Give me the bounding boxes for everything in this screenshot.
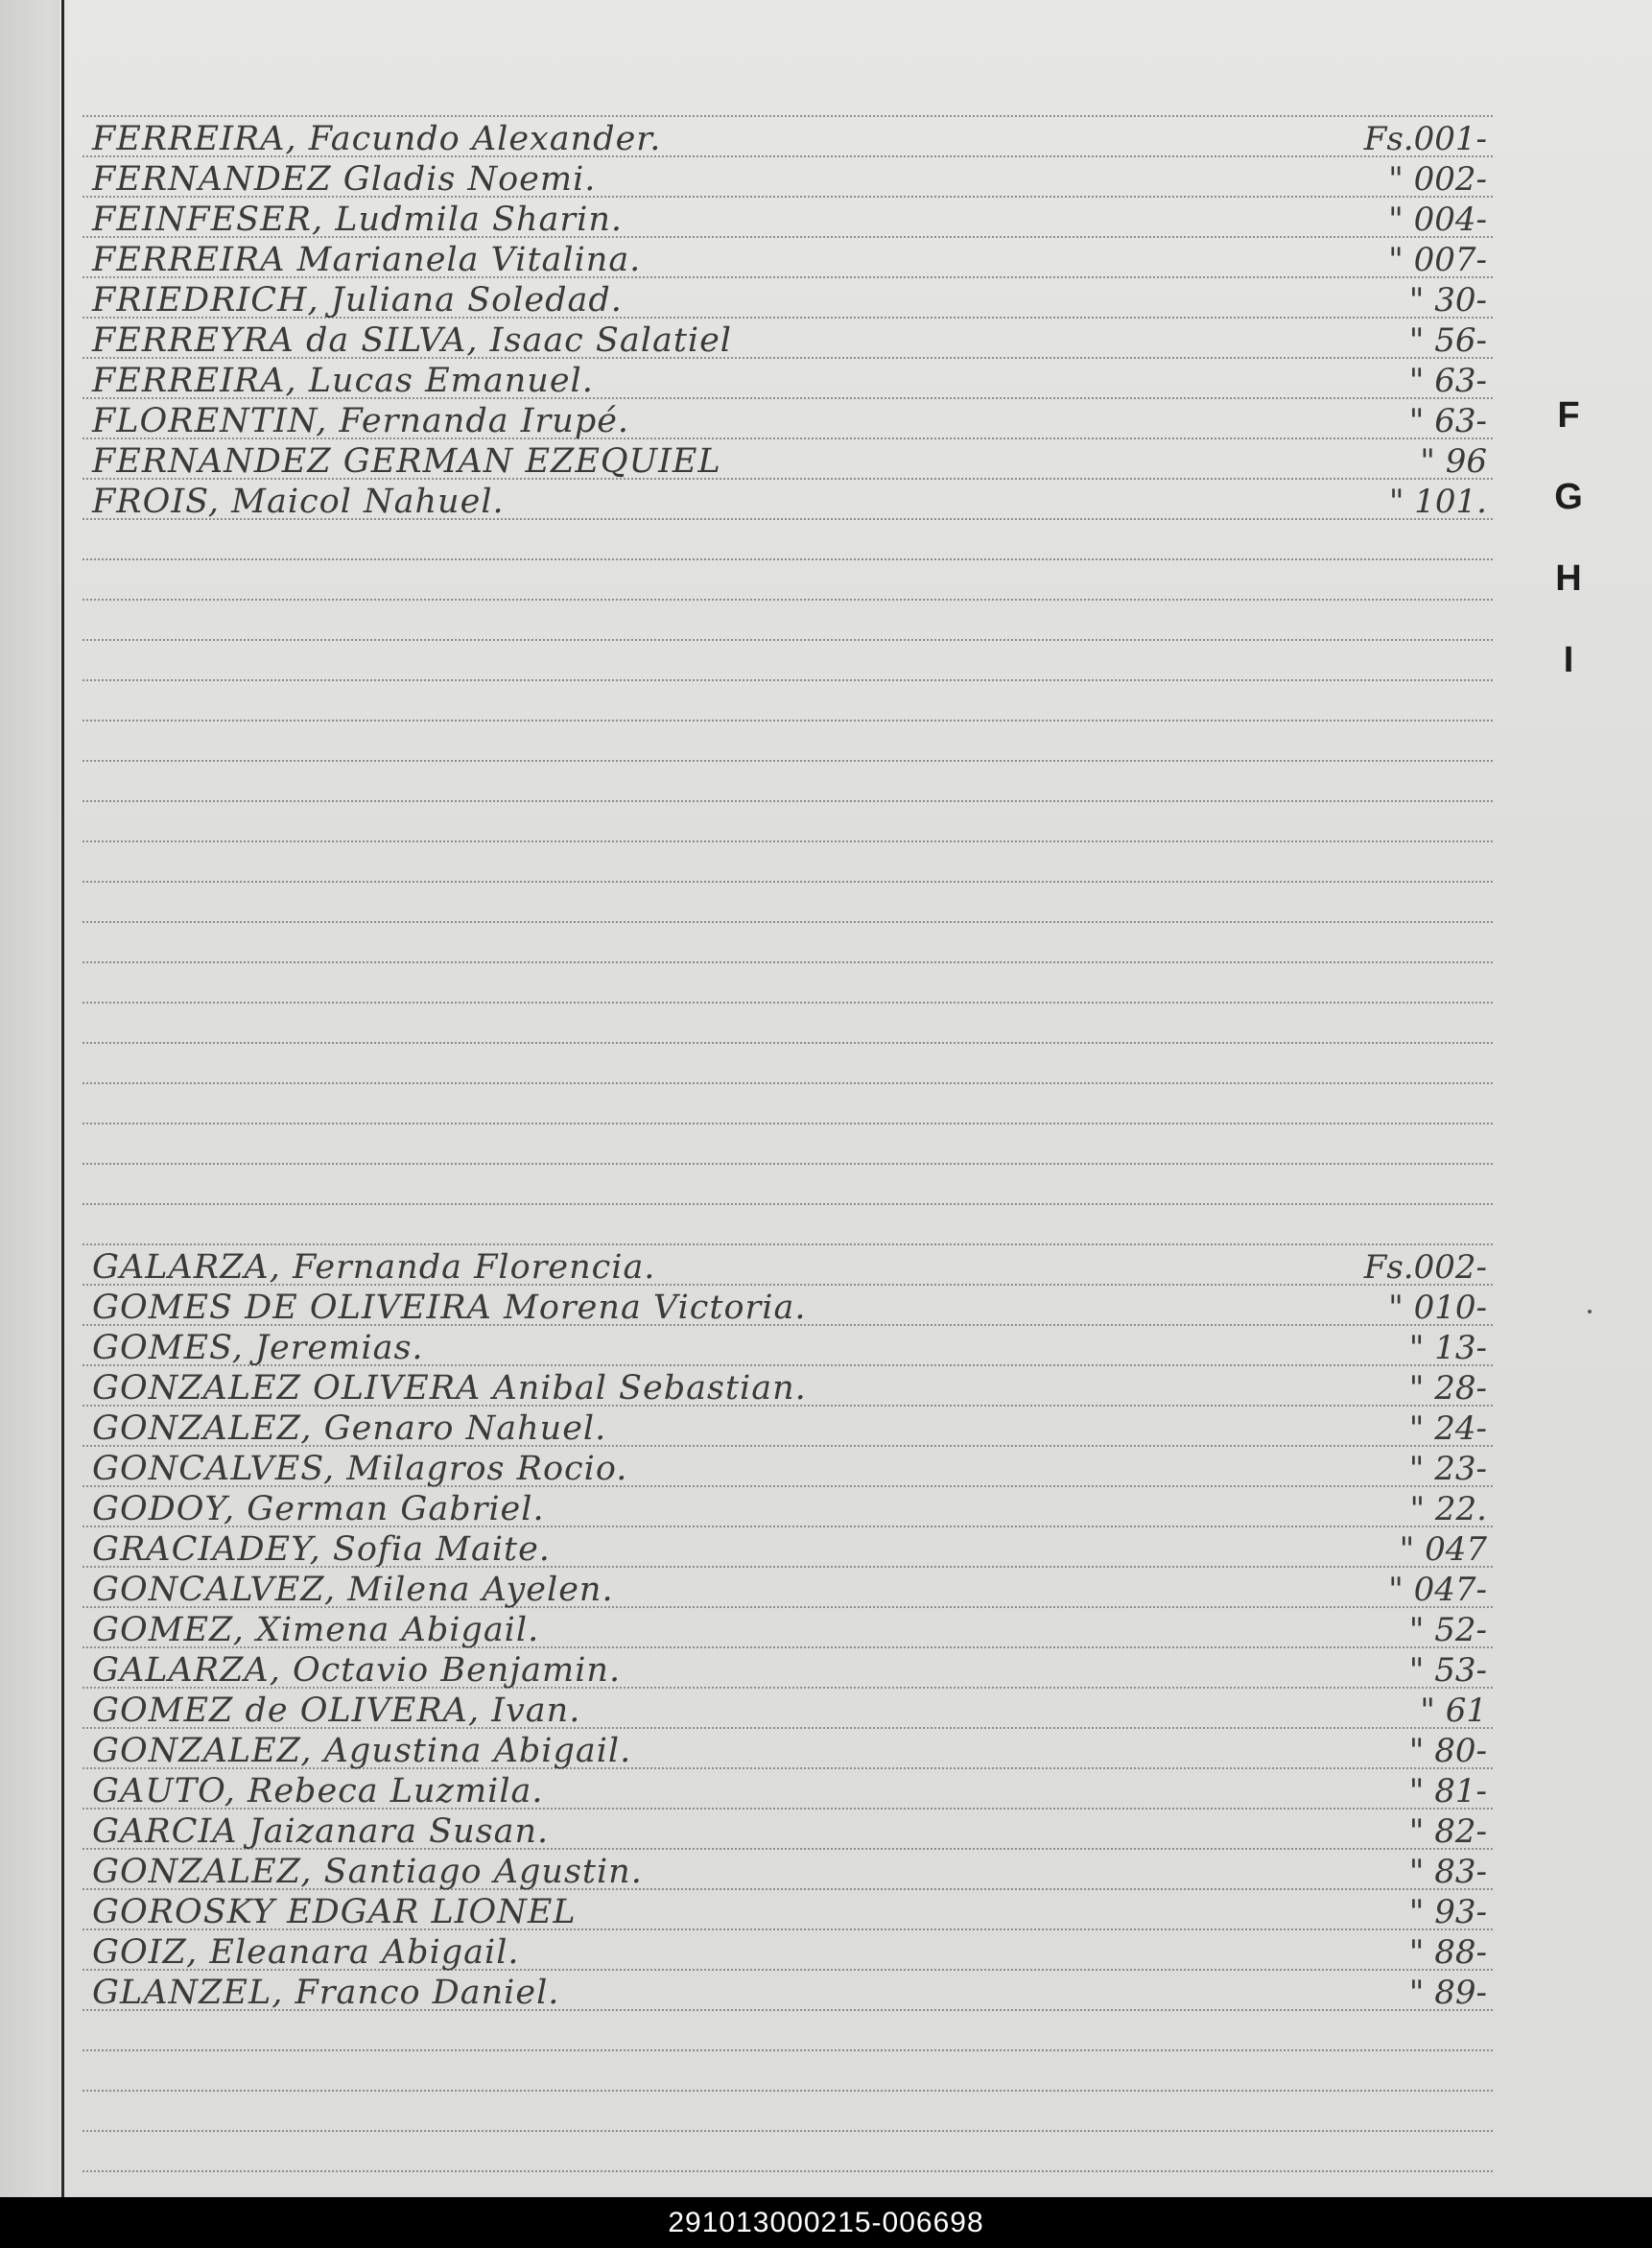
entry-name: GLANZEL, Franco Daniel. <box>92 1974 560 2012</box>
entry-name: GODOY, German Gabriel. <box>92 1490 545 1528</box>
entry-folio: Fs.002- <box>1363 1248 1487 1287</box>
document-id-footer: 291013000215-006698 <box>0 2197 1652 2248</box>
entry-name: GRACIADEY, Sofia Maite. <box>92 1530 551 1569</box>
entry-folio: " 63- <box>1408 362 1487 400</box>
entry-name: GOMEZ de OLIVERA, Ivan. <box>92 1692 581 1730</box>
entry-name: GARCIA Jaizanara Susan. <box>92 1812 550 1851</box>
entry-name: FROIS, Maicol Nahuel. <box>92 483 505 521</box>
entry-folio: Fs.001- <box>1363 120 1487 158</box>
entry-name: GONZALEZ, Genaro Nahuel. <box>92 1409 607 1448</box>
entry-folio: " 82- <box>1408 1812 1487 1851</box>
entry-folio: " 93- <box>1408 1893 1487 1931</box>
entry-name: FEINFESER, Ludmila Sharin. <box>92 201 623 239</box>
entry-name: GOMES DE OLIVEIRA Morena Victoria. <box>92 1289 807 1327</box>
entry-folio: " 047- <box>1388 1571 1487 1609</box>
entry-name: GAUTO, Rebeca Luzmila. <box>92 1772 544 1810</box>
entry-folio: " 047 <box>1399 1530 1487 1569</box>
paper-speck <box>1588 1310 1592 1313</box>
entry-folio: " 83- <box>1408 1853 1487 1891</box>
entry-name: FERREYRA da SILVA, Isaac Salatiel <box>92 321 732 360</box>
entry-name: FRIEDRICH, Juliana Soledad. <box>92 281 623 319</box>
entry-name: GONZALEZ OLIVERA Anibal Sebastian. <box>92 1369 807 1408</box>
entry-folio: " 88- <box>1408 1933 1487 1972</box>
entry-folio: " 010- <box>1388 1289 1487 1327</box>
entry-folio: " 89- <box>1408 1974 1487 2012</box>
entry-folio: " 13- <box>1408 1329 1487 1367</box>
entry-folio: " 63- <box>1408 402 1487 440</box>
entry-folio: " 30- <box>1408 281 1487 319</box>
entry-name: GOMEZ, Ximena Abigail. <box>92 1611 540 1649</box>
entry-folio: " 53- <box>1408 1651 1487 1690</box>
entry-name: GOROSKY EDGAR LIONEL <box>92 1893 577 1931</box>
entry-folio: " 52- <box>1408 1611 1487 1649</box>
entry-name: FERNANDEZ Gladis Noemi. <box>92 160 597 199</box>
entry-folio: " 004- <box>1388 201 1487 239</box>
index-letter-h: H <box>1555 558 1582 599</box>
entry-folio: " 96 <box>1420 442 1487 481</box>
entry-folio: " 61 <box>1420 1692 1487 1730</box>
index-letter-g: G <box>1554 477 1583 517</box>
entry-name: FLORENTIN, Fernanda Irupé. <box>92 402 630 440</box>
entry-name: GONCALVES, Milagros Rocio. <box>92 1450 628 1488</box>
entry-folio: " 007- <box>1388 241 1487 279</box>
entry-name: GONZALEZ, Agustina Abigail. <box>92 1732 632 1770</box>
entry-folio: " 80- <box>1408 1732 1487 1770</box>
entry-name: FERREIRA Marianela Vitalina. <box>92 241 642 279</box>
index-letter-i: I <box>1563 640 1574 680</box>
entry-folio: " 22. <box>1409 1490 1487 1528</box>
entry-folio: " 23- <box>1408 1450 1487 1488</box>
entry-name: GOMES, Jeremias. <box>92 1329 424 1367</box>
entry-folio: " 24- <box>1408 1409 1487 1448</box>
entry-name: GALARZA, Octavio Benjamin. <box>92 1651 622 1690</box>
index-letter-tabs <box>1535 391 1602 718</box>
entry-folio: " 101. <box>1388 483 1487 521</box>
index-letter-f: F <box>1557 395 1580 436</box>
entry-name: GALARZA, Fernanda Florencia. <box>92 1248 656 1287</box>
entry-folio: " 56- <box>1408 321 1487 360</box>
entry-name: FERNANDEZ GERMAN EZEQUIEL <box>92 442 721 481</box>
entry-name: GONZALEZ, Santiago Agustin. <box>92 1853 643 1891</box>
entry-name: GOIZ, Eleanara Abigail. <box>92 1933 520 1972</box>
entry-name: GONCALVEZ, Milena Ayelen. <box>92 1571 614 1609</box>
entry-folio: " 28- <box>1408 1369 1487 1408</box>
entry-folio: " 002- <box>1388 160 1487 199</box>
entry-name: FERREIRA, Facundo Alexander. <box>92 120 662 158</box>
entry-name: FERREIRA, Lucas Emanuel. <box>92 362 594 400</box>
entry-folio: " 81- <box>1408 1772 1487 1810</box>
